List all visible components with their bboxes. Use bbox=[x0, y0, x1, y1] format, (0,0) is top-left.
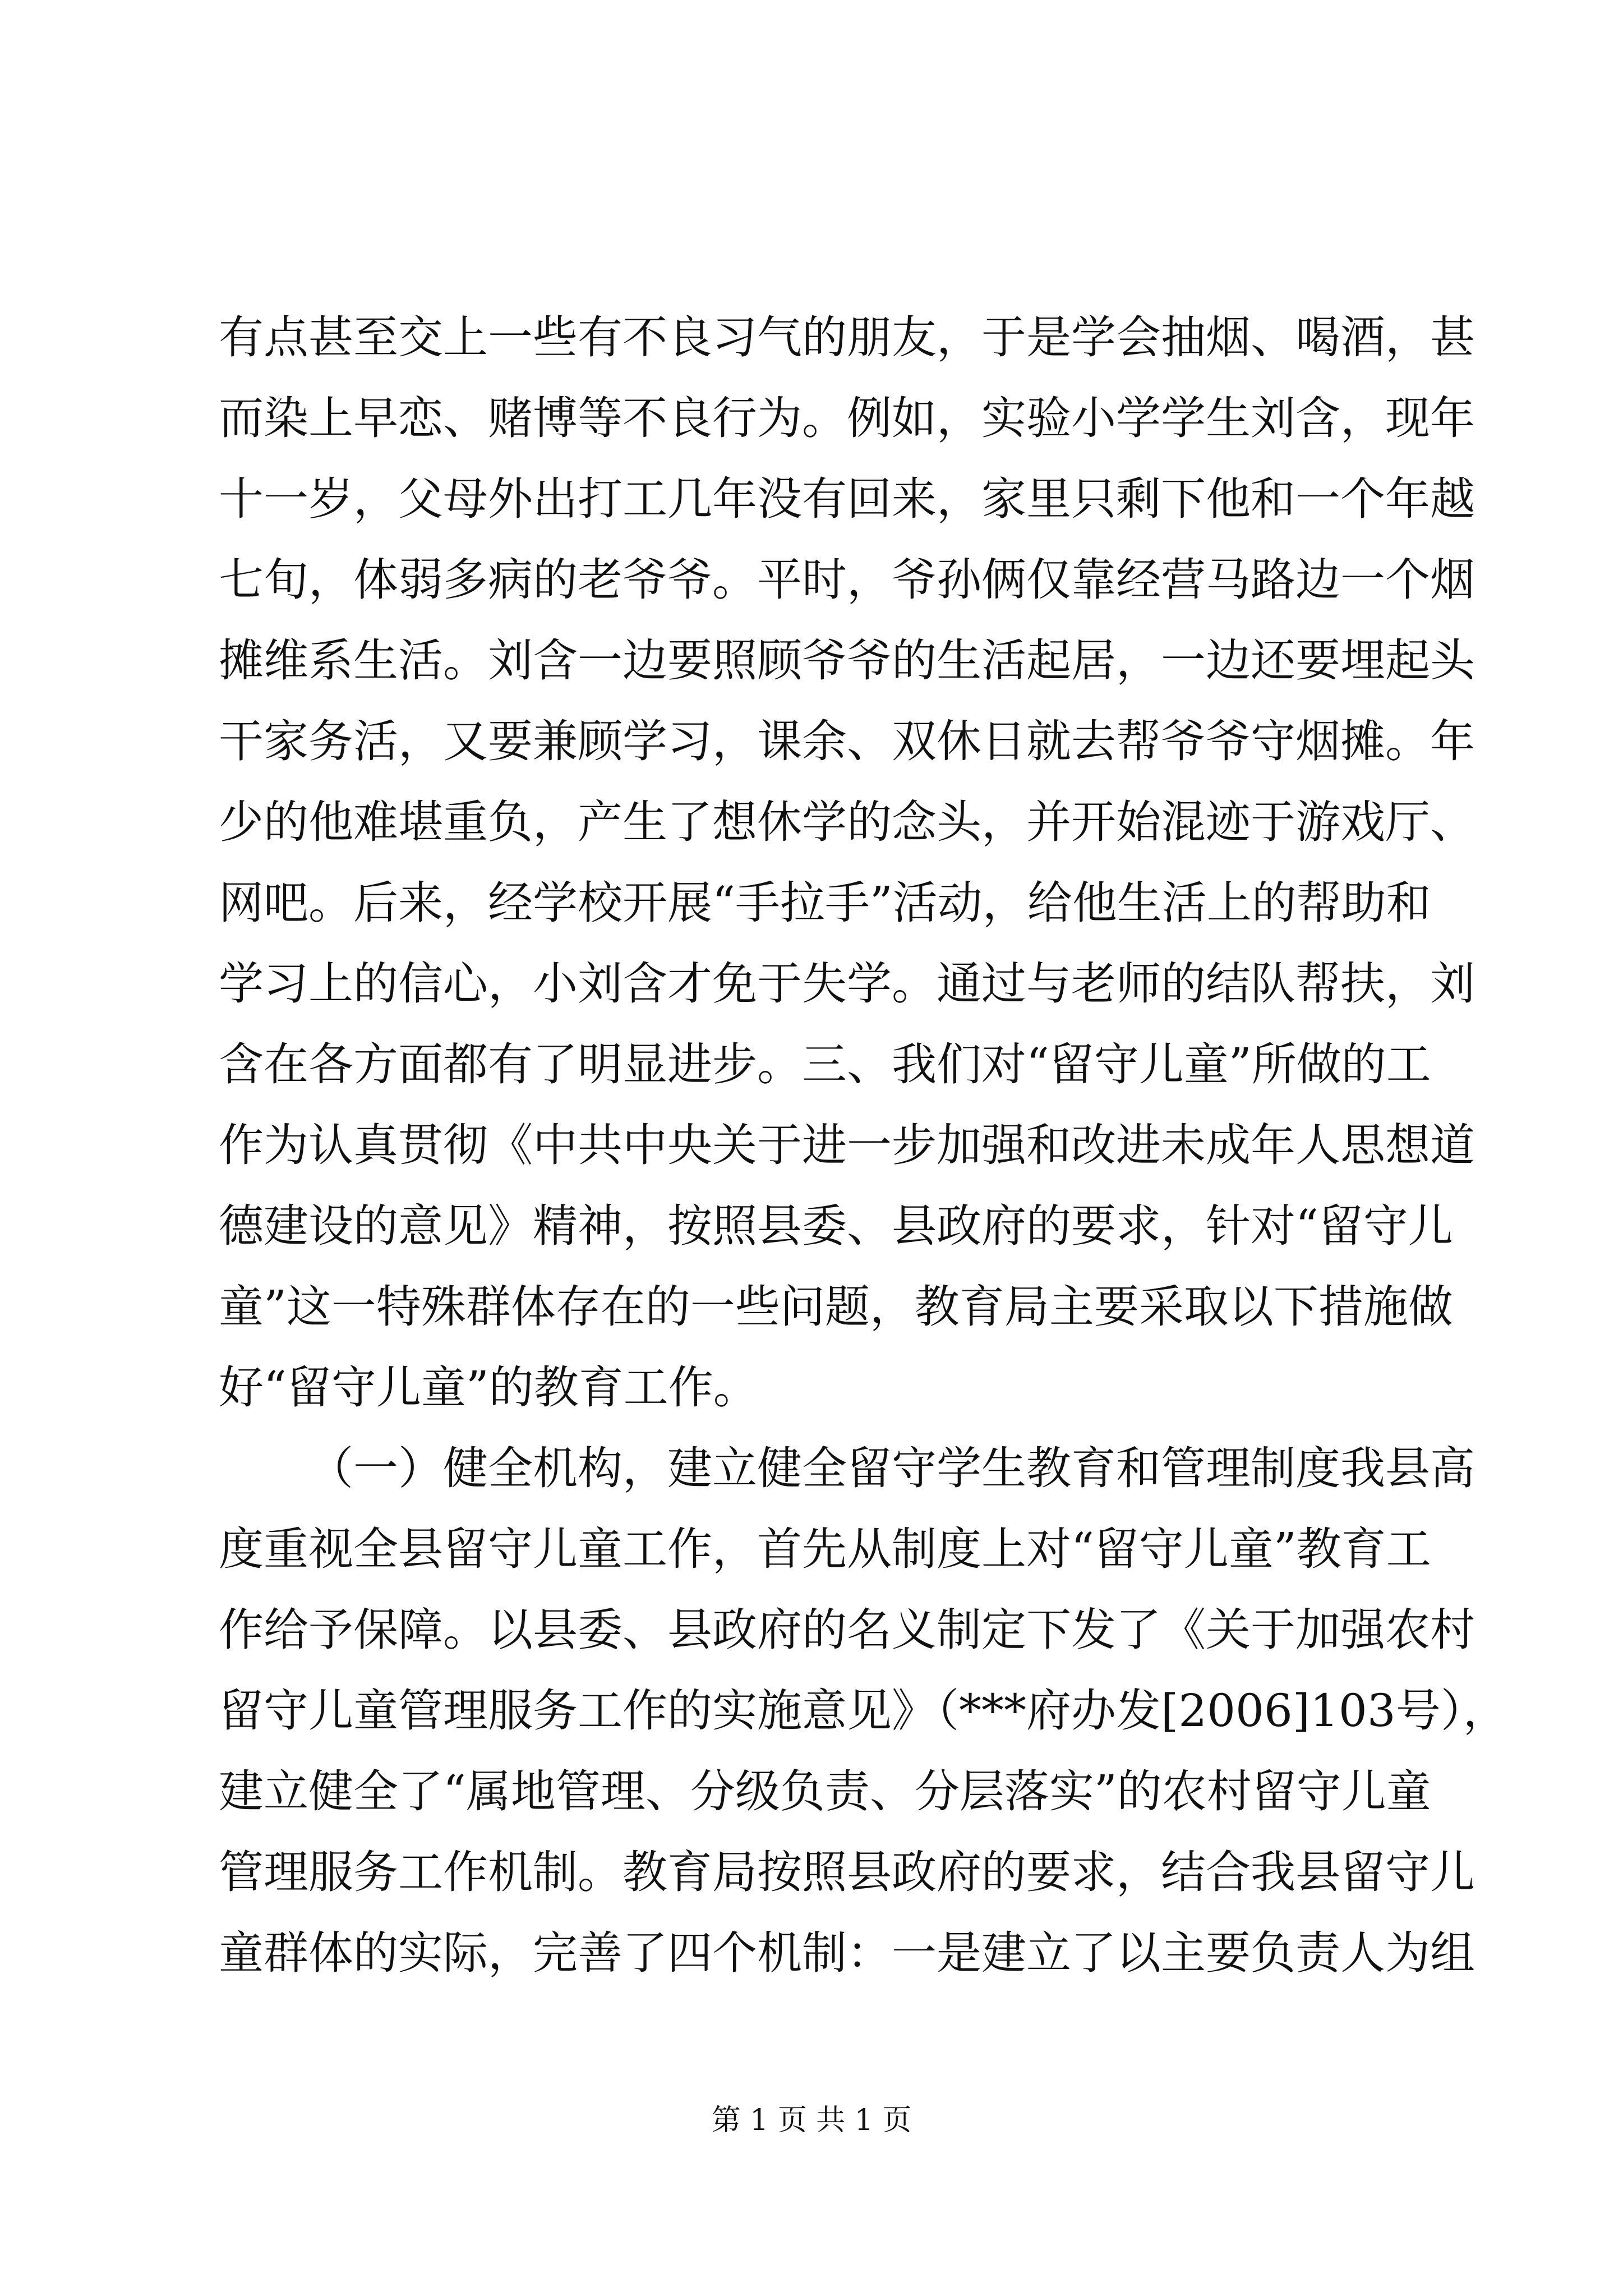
text-line: 网吧。后来，经学校开展“手拉手”活动，给他生活上的帮助和 bbox=[219, 877, 1431, 929]
text-line: 好“留守儿童”的教育工作。 bbox=[219, 1361, 758, 1414]
text-line: 建立健全了“属地管理、分级负责、分层落实”的农村留守儿童 bbox=[219, 1765, 1431, 1818]
page-footer: 第 1 页 共 1 页 bbox=[711, 2104, 912, 2137]
text-line: 童群体的实际，完善了四个机制：一是建立了以主要负责人为组 bbox=[219, 1927, 1475, 1979]
text-line: 摊维系生活。刘含一边要照顾爷爷的生活起居，一边还要埋起头 bbox=[219, 634, 1475, 687]
text-line: 管理服务工作机制。教育局按照县政府的要求，结合我县留守儿 bbox=[219, 1846, 1475, 1898]
document-body bbox=[219, 297, 1508, 1994]
text-line: 十一岁，父母外出打工几年没有回来，家里只剩下他和一个年越 bbox=[219, 473, 1475, 525]
text-line: 作给予保障。以县委、县政府的名义制定下发了《关于加强农村 bbox=[219, 1604, 1475, 1656]
text-line: 而染上早恋、赌博等不良行为。例如，实验小学学生刘含，现年 bbox=[219, 392, 1475, 444]
text-line: 度重视全县留守儿童工作，首先从制度上对“留守儿童”教育工 bbox=[219, 1523, 1431, 1575]
text-line: 少的他难堪重负，产生了想休学的念头，并开始混迹于游戏厅、 bbox=[219, 796, 1475, 848]
text-line: 有点甚至交上一些有不良习气的朋友，于是学会抽烟、喝酒，甚 bbox=[219, 311, 1475, 364]
text-line: 童”这一特殊群体存在的一些问题，教育局主要采取以下措施做 bbox=[219, 1281, 1453, 1333]
text-line: 作为认真贯彻《中共中央关于进一步加强和改进未成年人思想道 bbox=[219, 1119, 1475, 1171]
text-line: 留守儿童管理服务工作的实施意见》（***府办发[2006]103号）， bbox=[219, 1685, 1508, 1737]
text-line: 学习上的信心，小刘含才免于失学。通过与老师的结队帮扶，刘 bbox=[219, 958, 1475, 1010]
text-line: 干家务活，又要兼顾学习，课余、双休日就去帮爷爷守烟摊。年 bbox=[219, 715, 1475, 767]
text-line: 德建设的意见》精神，按照县委、县政府的要求，针对“留守儿 bbox=[219, 1200, 1453, 1252]
text-line: 七旬，体弱多病的老爷爷。平时，爷孙俩仅靠经营马路边一个烟 bbox=[219, 554, 1475, 606]
paragraph bbox=[219, 297, 1475, 1428]
text-line: （一）健全机构，建立健全留守学生教育和管理制度我县高 bbox=[308, 1442, 1475, 1494]
paragraph bbox=[219, 1428, 1508, 1994]
text-line: 含在各方面都有了明显进步。三、我们对“留守儿童”所做的工 bbox=[219, 1038, 1431, 1091]
